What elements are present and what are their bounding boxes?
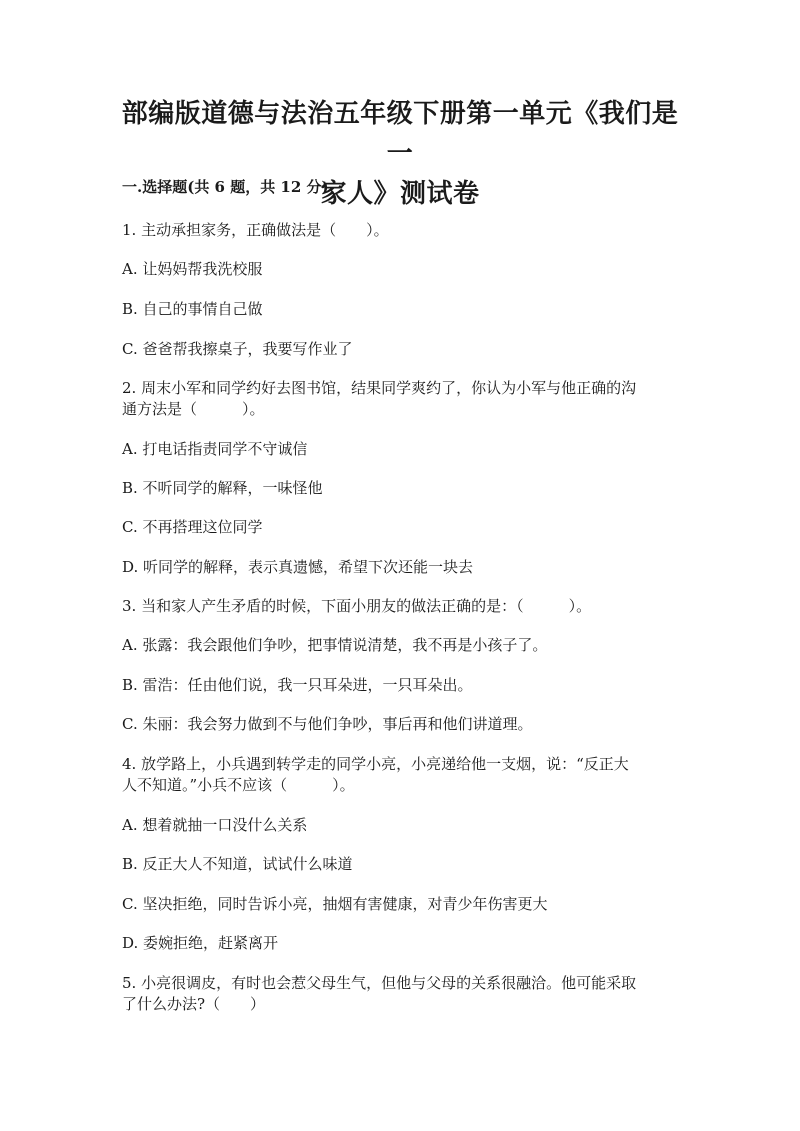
question-1-option-b: B. 自己的事情自己做 bbox=[122, 300, 263, 318]
question-2-option-c: C. 不再搭理这位同学 bbox=[122, 518, 263, 536]
question-1-option-a: A. 让妈妈帮我洗校服 bbox=[122, 260, 263, 278]
section-heading: 一.选择题(共 6 题，共 12 分) bbox=[122, 178, 329, 196]
question-1-option-c: C. 爸爸帮我擦桌子，我要写作业了 bbox=[122, 340, 353, 358]
question-3-option-a: A. 张露：我会跟他们争吵，把事情说清楚，我不再是小孩子了。 bbox=[122, 636, 548, 654]
question-2-stem-line-2: 通方法是（ ）。 bbox=[122, 400, 265, 418]
question-4-option-c: C. 坚决拒绝，同时告诉小亮，抽烟有害健康，对青少年伤害更大 bbox=[122, 895, 548, 913]
question-4-stem-line-1: 4. 放学路上，小兵遇到转学走的同学小亮，小亮递给他一支烟，说：“反正大 bbox=[122, 755, 629, 773]
question-3-stem: 3. 当和家人产生矛盾的时候，下面小朋友的做法正确的是：（ ）。 bbox=[122, 597, 592, 615]
title-line-2: 家人》测试卷 bbox=[320, 179, 480, 209]
question-2-stem-line-1: 2. 周末小军和同学约好去图书馆，结果同学爽约了，你认为小军与他正确的沟 bbox=[122, 379, 637, 397]
question-2-option-b: B. 不听同学的解释，一味怪他 bbox=[122, 479, 323, 497]
question-4-option-d: D. 委婉拒绝，赶紧离开 bbox=[122, 934, 279, 952]
question-4-option-b: B. 反正大人不知道，试试什么味道 bbox=[122, 855, 353, 873]
question-3-option-c: C. 朱丽：我会努力做到不与他们争吵，事后再和他们讲道理。 bbox=[122, 715, 533, 733]
title-line-1: 部编版道德与法治五年级下册第一单元《我们是一 bbox=[121, 99, 679, 169]
question-1-stem: 1. 主动承担家务，正确做法是（ ）。 bbox=[122, 221, 389, 239]
question-4-option-a: A. 想着就抽一口没什么关系 bbox=[122, 816, 308, 834]
question-5-stem-line-1: 5. 小亮很调皮，有时也会惹父母生气，但他与父母的关系很融洽。他可能采取 bbox=[122, 974, 637, 992]
question-5-stem-line-2: 了什么办法?（ ） bbox=[122, 995, 266, 1013]
question-4-stem-line-2: 人不知道。”小兵不应该（ ）。 bbox=[122, 776, 355, 794]
question-2-option-a: A. 打电话指责同学不守诚信 bbox=[122, 440, 308, 458]
question-3-option-b: B. 雷浩：任由他们说，我一只耳朵进，一只耳朵出。 bbox=[122, 676, 473, 694]
question-2-option-d: D. 听同学的解释，表示真遗憾，希望下次还能一块去 bbox=[122, 558, 474, 576]
